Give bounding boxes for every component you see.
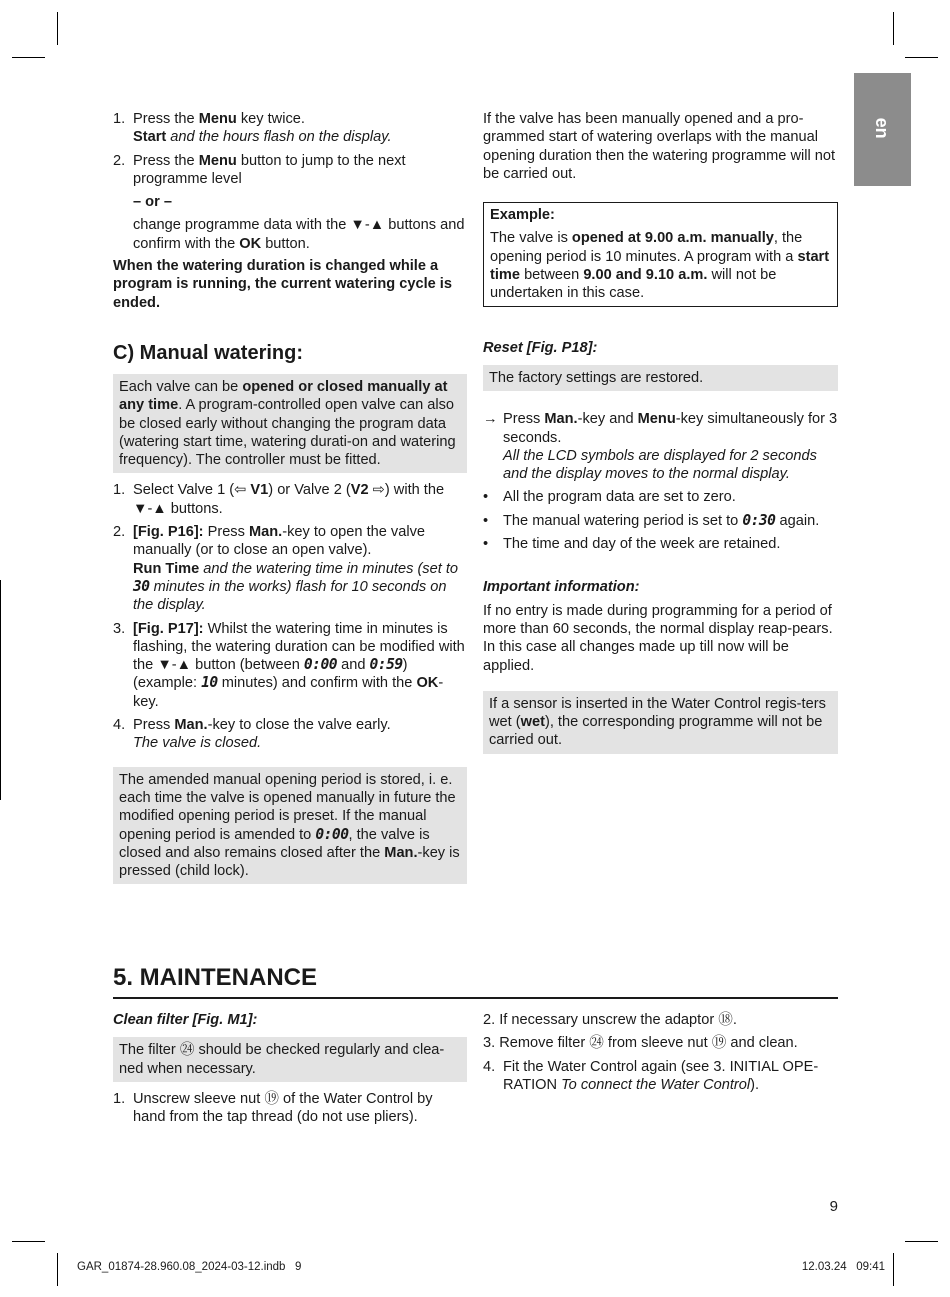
reset-info-box: The factory settings are restored.: [483, 365, 838, 391]
text: ).: [750, 1076, 760, 1093]
heading-rule: [113, 997, 838, 999]
bullet-icon: •: [483, 512, 489, 529]
lcd-value: 0:00: [303, 656, 338, 674]
amended-info-box: [113, 767, 467, 885]
maintenance-heading: 5. MAINTENANCE: [113, 964, 318, 991]
text: Whilst the watering time in minutes is flashing, the watering duration can be modified with the ▼-▲ button (between: [133, 620, 465, 674]
list-item: [113, 481, 467, 518]
text: Each valve can be: [119, 378, 243, 395]
text: All the program data are set to zero.: [503, 489, 736, 506]
text: Press: [133, 717, 175, 734]
arrow-right-icon: ⇨: [372, 482, 385, 499]
list-number: 4.: [483, 1058, 496, 1075]
list-item: [113, 1090, 467, 1127]
menu-steps: [113, 110, 467, 253]
language-tab: [854, 73, 911, 186]
text: Press the: [133, 111, 199, 127]
manual-steps: [113, 481, 467, 752]
text: ) with the ▼-▲ buttons.: [133, 482, 445, 517]
list-number: 4.: [113, 717, 126, 734]
warning-text: When the watering duration is changed while a program is running, the current watering cycle is ended.: [113, 258, 452, 311]
lcd-value: 10: [201, 674, 218, 692]
clean-filter-box: The filter ㉔ should be checked regularly and clea-ned when necessary.: [113, 1037, 467, 1082]
key-name: OK: [239, 235, 262, 252]
clean-filter-heading: Clean filter [Fig. M1]:: [113, 1012, 258, 1028]
example-box: [483, 202, 838, 306]
crop-mark: [905, 57, 938, 58]
text: , the valve is closed and also remains closed after the: [119, 826, 430, 861]
list-item: [483, 1034, 838, 1052]
text: Fit the Water Control again (see 3. INITIAL OPE-RATION: [503, 1058, 819, 1093]
key-name: Man.: [544, 411, 578, 428]
text: If necessary unscrew the adaptor ⑱.: [499, 1012, 737, 1028]
bullet-icon: •: [483, 536, 489, 553]
text: minutes) and confirm with the: [217, 675, 417, 692]
text: key twice.: [236, 111, 305, 127]
maintenance-section: [113, 964, 838, 999]
overlap-text: If the valve has been manually opened and a pro-grammed start of watering overlaps with the manual opening duration then the watering programme will not be carried out.: [483, 111, 836, 182]
text: and the watering time in minutes (set to: [199, 560, 458, 577]
important-heading: Important information:: [483, 579, 640, 596]
list-item: [483, 1058, 838, 1095]
list-number: 3.: [483, 1035, 496, 1052]
text: -key to open the valve manually (or to close an open valve).: [133, 524, 425, 559]
crop-mark: [893, 1253, 894, 1286]
maintenance-left: [113, 1011, 467, 1131]
page-number: 9: [829, 1198, 838, 1215]
or-separator: – or –: [133, 194, 172, 211]
footer-timestamp: 12.03.24 09:41: [801, 1261, 885, 1273]
language-tab-label: en: [872, 117, 893, 139]
fig-ref: [Fig. P17]:: [133, 620, 204, 637]
text: opened at 9.00 a.m. manually: [571, 230, 774, 247]
valve-label: V2: [350, 482, 369, 499]
text: change programme data with the ▼-▲ buttons and confirm with the: [133, 217, 465, 252]
crop-mark: [0, 580, 1, 800]
text: The time and day of the week are retained.: [503, 536, 781, 553]
list-item: [113, 620, 467, 711]
key-name: Menu: [637, 411, 676, 428]
lcd-value: 0:30: [742, 511, 776, 529]
display-word: Run Time: [133, 560, 200, 577]
list-number: 1.: [113, 482, 126, 499]
key-name: Man.: [384, 844, 418, 861]
crop-mark: [905, 1241, 938, 1242]
lcd-value: 0:00: [315, 825, 349, 843]
text: ) or Valve 2 (: [268, 482, 351, 499]
text: will not be undertaken in this case.: [490, 267, 777, 302]
text: opened or closed manually at any time: [119, 378, 448, 414]
manual-info-box: [113, 374, 467, 473]
list-item: [483, 1011, 838, 1029]
key-name: Man.: [248, 524, 283, 541]
footer-filename: GAR_01874-28.960.08_2024-03-12.indb 9: [77, 1261, 302, 1273]
key-name: Menu: [198, 111, 237, 127]
text: -key.: [133, 675, 444, 710]
lcd-value: 0:59: [369, 656, 403, 674]
text: ) (example:: [133, 657, 408, 692]
text: The amended manual opening period is stored, i. e. each time the valve is opened manually in future the modified opening period is preset. If the manual opening period is amended to: [119, 771, 456, 843]
list-item: [483, 512, 838, 530]
crop-mark: [12, 1241, 45, 1242]
list-number: 3.: [113, 620, 126, 637]
crop-mark: [893, 12, 894, 45]
text: . A program-controlled open valve can also be closed early without changing the program data (watering start time, watering durati-on and watering frequency). The controller must be fitted.: [119, 397, 456, 469]
bullet-icon: •: [483, 489, 489, 506]
maintenance-right: [483, 1011, 838, 1099]
list-item: [113, 152, 467, 253]
text: between: [520, 267, 584, 284]
display-word: Start: [133, 129, 167, 146]
manual-watering-heading: C) Manual watering:: [113, 341, 304, 364]
example-text: [490, 229, 831, 302]
key-name: Menu: [198, 152, 237, 169]
reset-list: [483, 410, 838, 553]
text: The manual watering period is set to: [503, 512, 743, 529]
text: Press: [503, 411, 545, 428]
text: Unscrew sleeve nut ⑲ of the Water Control by hand from the tap thread (do not use pliers).: [133, 1090, 433, 1126]
arrow-left-icon: ⇦: [234, 482, 247, 499]
list-number: 1.: [113, 1090, 126, 1107]
text: minutes in the works) flash for 10 seconds on the display.: [133, 578, 447, 614]
text: button to jump to the next programme level: [133, 152, 406, 187]
text: All the LCD symbols are displayed for 2 seconds and the display moves to the normal display.: [503, 447, 817, 483]
important-text: If no entry is made during programming for a period of more than 60 seconds, the normal display reap-pears. In this case all changes made up till now will be applied.: [483, 602, 833, 674]
list-item: [113, 716, 467, 753]
crop-mark: [57, 12, 58, 45]
text: ), the corresponding programme will not be carried out.: [489, 714, 823, 749]
crop-mark: [57, 1253, 58, 1286]
text: -key and: [577, 411, 638, 428]
text: 9.00 and 9.10 a.m.: [583, 267, 708, 284]
reset-heading: Reset [Fig. P18]:: [483, 339, 598, 356]
arrow-right-icon: →: [483, 411, 498, 428]
text: -key is pressed (child lock).: [119, 844, 460, 880]
list-number: 2.: [113, 152, 126, 169]
text: The valve is: [490, 230, 572, 247]
text: The valve is closed.: [133, 735, 262, 752]
text: Remove filter ㉔ from sleeve nut ⑲ and clean.: [499, 1035, 798, 1052]
text: button.: [261, 235, 310, 252]
text: To connect the Water Control: [561, 1076, 751, 1093]
list-number: 2.: [113, 524, 126, 541]
list-item: [113, 110, 467, 147]
list-number: 2.: [483, 1012, 496, 1028]
fig-ref: [Fig. P16]:: [133, 524, 204, 541]
maintenance-steps-right: [483, 1058, 838, 1095]
text: start time: [490, 248, 830, 284]
lcd-value: 30: [133, 577, 150, 595]
text: -key simultaneously for 3 seconds.: [503, 411, 838, 446]
text: and: [337, 657, 370, 674]
left-column: [113, 110, 467, 884]
sensor-info-box: [483, 691, 838, 754]
example-title: Example:: [490, 207, 555, 224]
text: Select Valve 1 (: [133, 482, 235, 499]
valve-label: V1: [250, 482, 269, 499]
key-name: Man.: [174, 717, 208, 734]
crop-mark: [12, 57, 45, 58]
text: and the hours flash on the display.: [166, 129, 392, 146]
key-name: OK: [416, 675, 439, 692]
text: If a sensor is inserted in the Water Control regis-ters wet (: [489, 695, 826, 731]
text: again.: [775, 512, 820, 529]
list-item: [113, 523, 467, 614]
maintenance-steps-left: [113, 1090, 467, 1127]
list-number: 1.: [113, 111, 126, 127]
right-column: [483, 110, 838, 754]
text: -key to close the valve early.: [207, 717, 391, 734]
list-item: [483, 488, 838, 506]
text: , the opening period is 10 minutes. A program with a: [490, 230, 803, 265]
list-item: [483, 410, 838, 483]
list-item: [483, 535, 838, 553]
text: Press: [203, 524, 249, 541]
change-text: [133, 216, 467, 253]
text: wet: [520, 714, 545, 731]
text: Press the: [133, 152, 199, 169]
